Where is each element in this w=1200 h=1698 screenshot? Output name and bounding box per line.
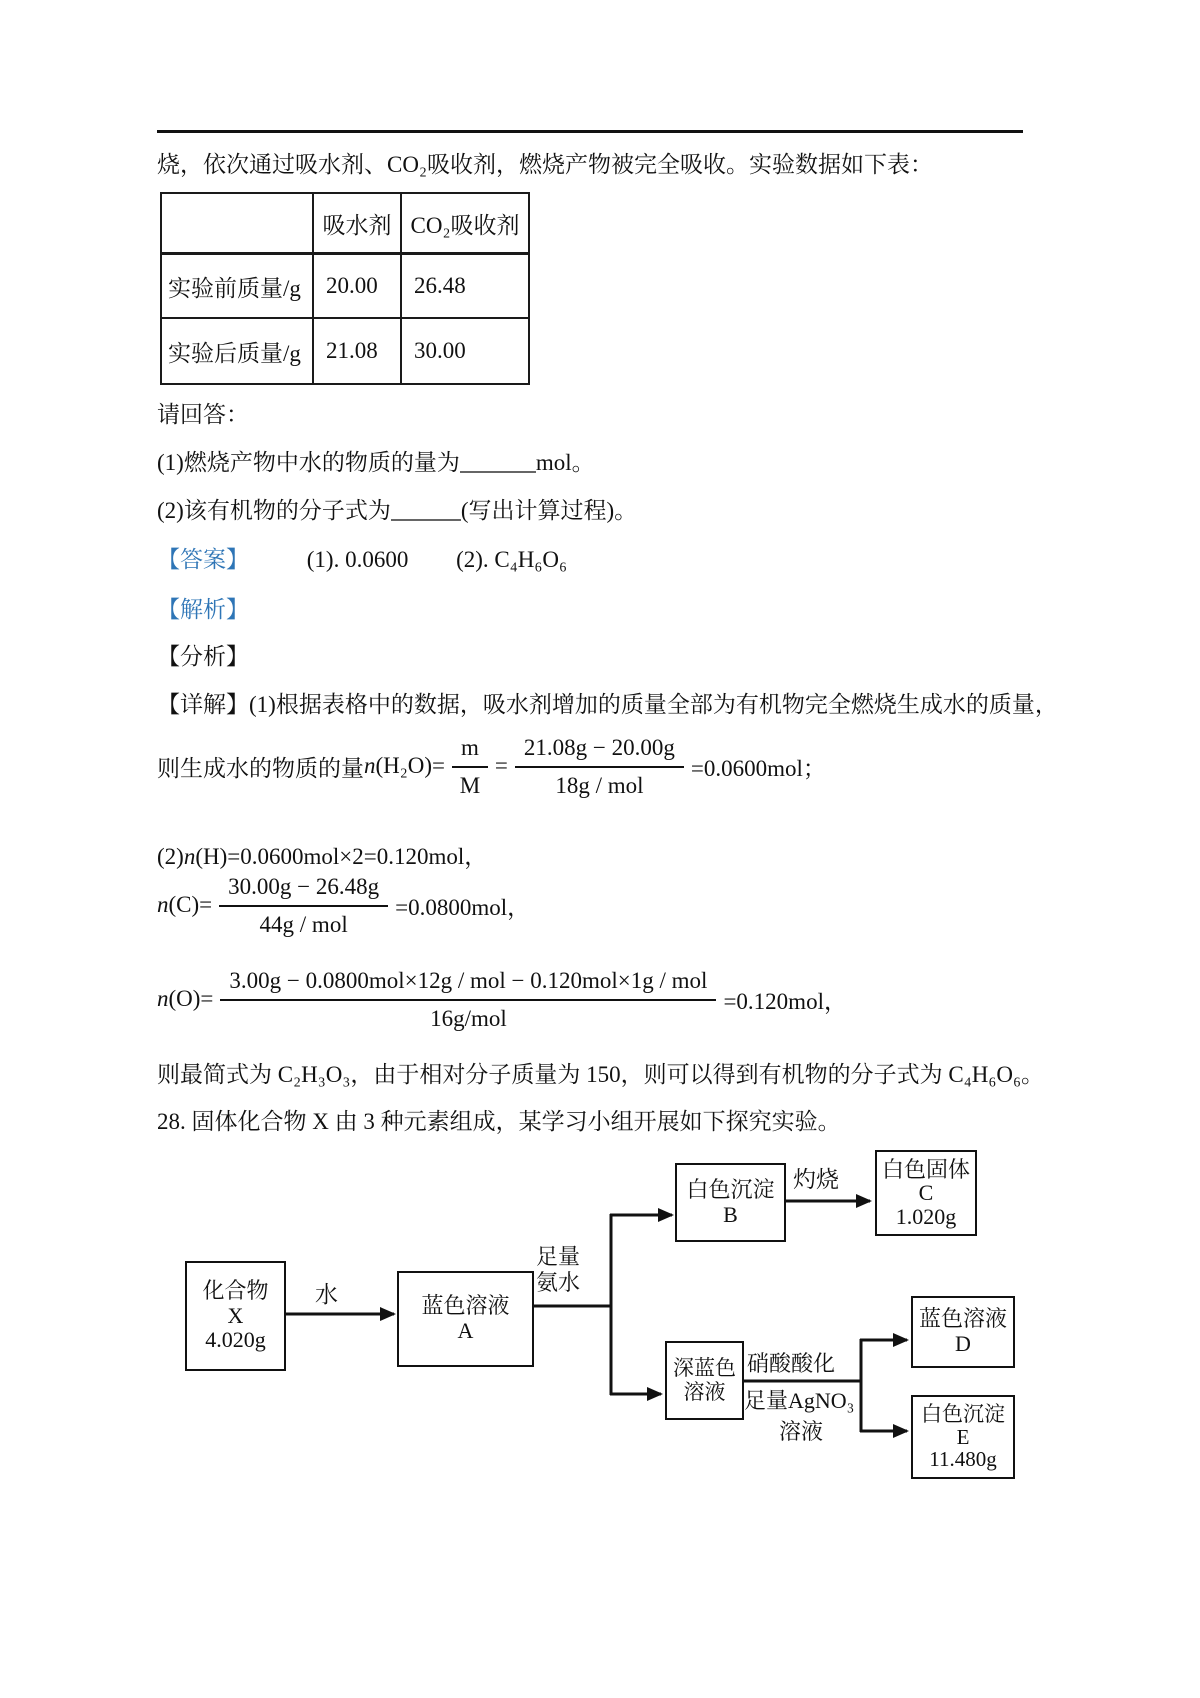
- top-divider-rule: [157, 130, 1023, 133]
- question-1-text: (1)燃烧产物中水的物质的量为: [157, 450, 460, 475]
- row-label-before: 实验前质量/g: [161, 254, 313, 319]
- question-2: [157, 492, 637, 525]
- label-line: 足量: [536, 1244, 581, 1269]
- fraction-denominator: 18g / mol: [555, 773, 644, 798]
- box-white-precipitate-e: [911, 1395, 1015, 1479]
- arrow-label-ignite: 灼烧: [793, 1167, 839, 1192]
- formula-water-equals: =: [494, 753, 508, 778]
- table-header-row: [161, 193, 529, 254]
- formula-c-result: =0.0800mol，: [395, 894, 531, 920]
- fenxi-label: 【分析】: [157, 644, 249, 669]
- table-row: [161, 254, 529, 319]
- cell-before-water: 20.00: [313, 254, 401, 319]
- box-line: 白色固体: [881, 1157, 970, 1183]
- formula-h-rest: (H)=0.0600mol×2=0.120mol，: [195, 844, 488, 869]
- xiangjie-line: 【详解】(1)根据表格中的数据，吸水剂增加的质量全部为有机物完全燃烧生成水的质量，: [157, 692, 1058, 717]
- question-1: [157, 444, 595, 477]
- box-line: 4.020g: [205, 1327, 266, 1353]
- formula-o-result: =0.120mol，: [723, 988, 847, 1014]
- box-line: 溶液: [683, 1379, 726, 1404]
- answer-part2: (2). C₄H₆O₆: [456, 547, 568, 572]
- arrow-label-ammonia: [536, 1244, 580, 1296]
- table-header-empty-cell: [161, 193, 313, 254]
- table-header-absorbent-water: 吸水剂: [313, 193, 401, 254]
- formula-c-arg: (C)=: [168, 892, 213, 917]
- box-line: 白色沉淀: [921, 1401, 1005, 1426]
- answer-label: 【答案】: [157, 547, 249, 572]
- formula-water: [157, 733, 826, 799]
- box-line: X: [227, 1302, 244, 1328]
- fraction-numerator: 30.00g − 26.48g: [219, 872, 388, 907]
- formula-h-n: n: [183, 844, 196, 869]
- formula-c-n: n: [157, 892, 169, 917]
- box-line: 白色沉淀: [686, 1176, 775, 1202]
- row-label-after: 实验后质量/g: [161, 318, 313, 384]
- formula-carbon: [157, 872, 530, 938]
- cell-before-co2: 26.48: [401, 254, 529, 319]
- question-1-unit: mol。: [535, 450, 595, 475]
- box-line: 蓝色溶液: [421, 1293, 510, 1319]
- experiment-table: [160, 192, 530, 385]
- box-line: 11.480g: [929, 1447, 997, 1472]
- label-line: 氨水: [536, 1269, 581, 1295]
- answer-part1: (1). 0.0600: [306, 547, 409, 572]
- fraction-denominator: 16g/mol: [430, 1006, 507, 1031]
- fraction-m-over-M: [452, 733, 488, 799]
- experiment-flow-diagram: [0, 1140, 1200, 1570]
- box-white-precipitate-b: [675, 1163, 786, 1242]
- cell-after-co2: 30.00: [401, 318, 529, 384]
- box-deep-blue-solution: [665, 1341, 744, 1420]
- answer-prompt: 请回答：: [157, 402, 249, 427]
- arrow-label-nitric-acid: 硝酸酸化: [747, 1351, 836, 1376]
- formula-o-n: n: [157, 986, 169, 1011]
- fraction-numerator: 21.08g − 20.00g: [515, 733, 684, 768]
- table-row: [161, 318, 529, 384]
- fraction-water-mass: [515, 733, 684, 799]
- formula-water-result: =0.0600mol；: [690, 755, 826, 781]
- box-blue-solution-a: [397, 1271, 534, 1367]
- box-line: E: [956, 1424, 970, 1449]
- box-line: C: [918, 1180, 934, 1206]
- formula-water-prefix: 则生成水的物质的量: [157, 755, 364, 781]
- fraction-numerator: m: [452, 733, 488, 768]
- arrow-label-solution: 溶液: [779, 1419, 824, 1444]
- box-line: 化合物: [202, 1278, 269, 1304]
- formula-o-arg: (O)=: [168, 986, 214, 1011]
- box-blue-solution-d: [911, 1296, 1015, 1368]
- arrow-label-agno3: 足量AgNO₃: [744, 1388, 855, 1413]
- box-line: A: [457, 1318, 474, 1343]
- flow-connectors: [0, 1140, 1200, 1570]
- fraction-numerator: 3.00g − 0.0800mol×12g / mol − 0.120mol×1g / mol: [220, 966, 716, 1001]
- table-header-absorbent-co2: CO₂吸收剂: [401, 193, 529, 254]
- question-2-text: (2)该有机物的分子式为: [157, 498, 391, 523]
- box-line: 1.020g: [895, 1203, 957, 1229]
- box-line: 蓝色溶液: [918, 1306, 1007, 1332]
- box-white-solid-c: [875, 1150, 977, 1236]
- box-line: 深蓝色: [673, 1355, 736, 1380]
- fraction-carbon-mass: [219, 872, 388, 938]
- question-1-blank: [460, 451, 536, 473]
- question-28-text: 28. 固体化合物 X 由 3 种元素组成，某学习小组开展如下探究实验。: [157, 1109, 841, 1134]
- cell-after-water: 21.08: [313, 318, 401, 384]
- box-line: D: [955, 1331, 971, 1356]
- question-2-note: (写出计算过程)。: [460, 498, 638, 523]
- formula-oxygen: [157, 966, 847, 1032]
- intro-text: 烧，依次通过吸水剂、CO₂吸收剂，燃烧产物被完全吸收。实验数据如下表：: [157, 152, 933, 177]
- fraction-oxygen-mass: [220, 966, 716, 1032]
- conclusion-line: 则最简式为 C₂H₃O₃，由于相对分子质量为 150，则可以得到有机物的分子式为 C₄H₆O₆。: [157, 1062, 1044, 1087]
- fraction-denominator: M: [459, 773, 481, 798]
- jiexi-label: 【解析】: [157, 597, 249, 622]
- formula-water-arg: (H₂O)=: [375, 753, 446, 778]
- formula-h-pre: (2): [157, 844, 184, 869]
- formula-hydrogen: [157, 838, 487, 871]
- box-compound-x: [185, 1261, 286, 1371]
- fraction-denominator: 44g / mol: [259, 912, 348, 937]
- answer-line: [157, 541, 567, 574]
- question-2-blank: [391, 499, 461, 521]
- arrow-label-water: 水: [315, 1282, 338, 1307]
- formula-water-n: n: [364, 753, 376, 778]
- box-line: B: [723, 1201, 738, 1227]
